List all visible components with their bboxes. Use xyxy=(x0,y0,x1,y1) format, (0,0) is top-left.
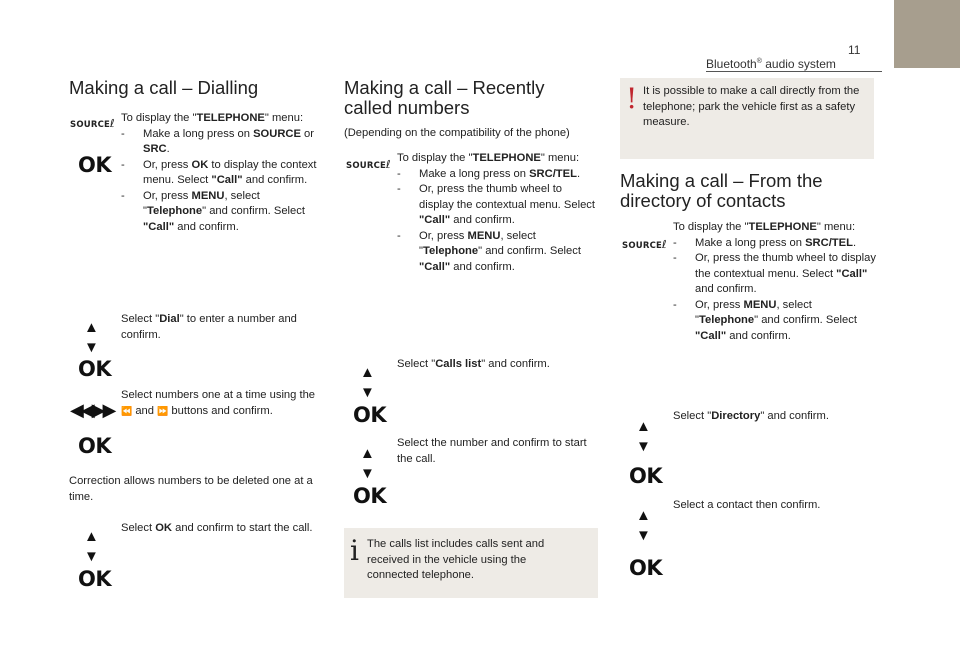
down-arrow-icon: ▼ xyxy=(84,339,99,356)
up-arrow-icon: ▲ xyxy=(636,507,651,524)
list-item: - Or, press MENU, select "Telephone" and confirm. Select "Call" and confirm. xyxy=(121,189,305,233)
up-arrow-icon: ▲ xyxy=(84,528,99,545)
down-arrow-icon: ▼ xyxy=(84,548,99,565)
ok-icon: OK xyxy=(353,484,387,508)
info-box xyxy=(344,528,598,598)
down-arrow-icon: ▼ xyxy=(360,465,375,482)
correction-note: Correction allows numbers to be deleted one at a time. xyxy=(69,475,313,503)
directory-instructions: To display the "TELEPHONE" menu: - Make a long press on SRC/TEL. - Or, press the thumb wheel to display the contextual menu. Select "Call" and confirm. - Or, press MENU, select "Telephone" and confirm. Select "Call" and confirm. xyxy=(673,220,878,344)
ok-icon: OK xyxy=(629,556,663,580)
down-arrow-icon: ▼ xyxy=(636,438,651,455)
list-item: - Make a long press on SOURCE or SRC. xyxy=(121,127,315,155)
section-title-dialling: Making a call – Dialling xyxy=(69,77,259,98)
list-item: - Or, press the thumb wheel to display the contextual menu. Select "Call" and confirm. xyxy=(673,252,876,295)
rewind-icon: ⏪ xyxy=(121,405,133,416)
select-contact-step: Select a contact then confirm. xyxy=(673,499,821,511)
warning-box xyxy=(620,78,874,159)
chapter-title: Bluetooth® audio system xyxy=(706,57,836,71)
header-rule xyxy=(706,71,882,72)
list-item: - Make a long press on SRC/TEL. xyxy=(397,167,581,180)
ok-icon: OK xyxy=(629,464,663,488)
list-item: - Or, press MENU, select "Telephone" and confirm. Select "Call" and confirm. xyxy=(397,229,581,273)
list-item: - Make a long press on SRC/TEL. xyxy=(673,236,857,249)
compatibility-note: (Depending on the compatibility of the phone) xyxy=(344,127,570,139)
up-arrow-icon: ▲ xyxy=(84,319,99,336)
source-icon: SOURCEℓ xyxy=(346,158,391,171)
warning-text: It is possible to make a call directly from the telephone; park the vehicle first as a safety measure. xyxy=(643,85,860,128)
info-icon: i xyxy=(350,534,359,567)
ok-icon: OK xyxy=(353,403,387,427)
number-entry-step: Select numbers one at a time using the ⏪ and ⏩ buttons and confirm. xyxy=(121,389,316,417)
left-right-arrows-icon: ◀◀▶▶ xyxy=(70,400,114,420)
ok-icon: OK xyxy=(78,153,112,177)
up-arrow-icon: ▲ xyxy=(360,445,375,462)
ok-icon: OK xyxy=(78,357,112,381)
info-text: The calls list includes calls sent and received in the vehicle using the connected telephone. xyxy=(367,538,545,581)
warning-icon: ! xyxy=(626,82,638,115)
directory-step: Select "Directory" and confirm. xyxy=(673,410,829,422)
list-item: - Or, press the thumb wheel to display the contextual menu. Select "Call" and confirm. xyxy=(397,183,595,226)
forward-icon: ⏩ xyxy=(157,405,169,416)
list-item: - Or, press MENU, select "Telephone" and confirm. Select "Call" and confirm. xyxy=(673,298,857,342)
dialling-instructions: To display the "TELEPHONE" menu: - Make a long press on SOURCE or SRC. - Or, press OK to display the context menu. Select "Call" and confirm. - Or, press MENU, select "Telephone" and confirm. Select "Call" and confirm. xyxy=(121,111,321,235)
select-number-step: Select the number and confirm to start the call. xyxy=(397,437,587,465)
up-arrow-icon: ▲ xyxy=(636,418,651,435)
start-call-step: Select OK and confirm to start the call. xyxy=(121,522,313,534)
list-item: - Or, press OK to display the context menu. Select "Call" and confirm. xyxy=(121,158,317,186)
ok-icon: OK xyxy=(78,567,112,591)
ok-icon: OK xyxy=(78,434,112,458)
section-title-recent: Making a call – Recently called numbers xyxy=(344,77,545,118)
chapter-tab xyxy=(894,0,960,68)
page-number: 11 xyxy=(848,43,861,57)
calls-list-step: Select "Calls list" and confirm. xyxy=(397,358,550,370)
up-arrow-icon: ▲ xyxy=(360,364,375,381)
down-arrow-icon: ▼ xyxy=(636,527,651,544)
section-title-directory: Making a call – From the directory of contacts xyxy=(620,170,823,211)
source-icon: SOURCEℓ xyxy=(622,238,667,251)
dial-step: Select "Dial" to enter a number and confirm. xyxy=(121,313,297,341)
down-arrow-icon: ▼ xyxy=(360,384,375,401)
recent-instructions: To display the "TELEPHONE" menu: - Make a long press on SRC/TEL. - Or, press the thumb wheel to display the contextual menu. Select "Call" and confirm. - Or, press MENU, select "Telephone" and confirm. Select "Call" and confirm. xyxy=(397,151,597,275)
source-icon: SOURCEℓ xyxy=(70,117,115,130)
